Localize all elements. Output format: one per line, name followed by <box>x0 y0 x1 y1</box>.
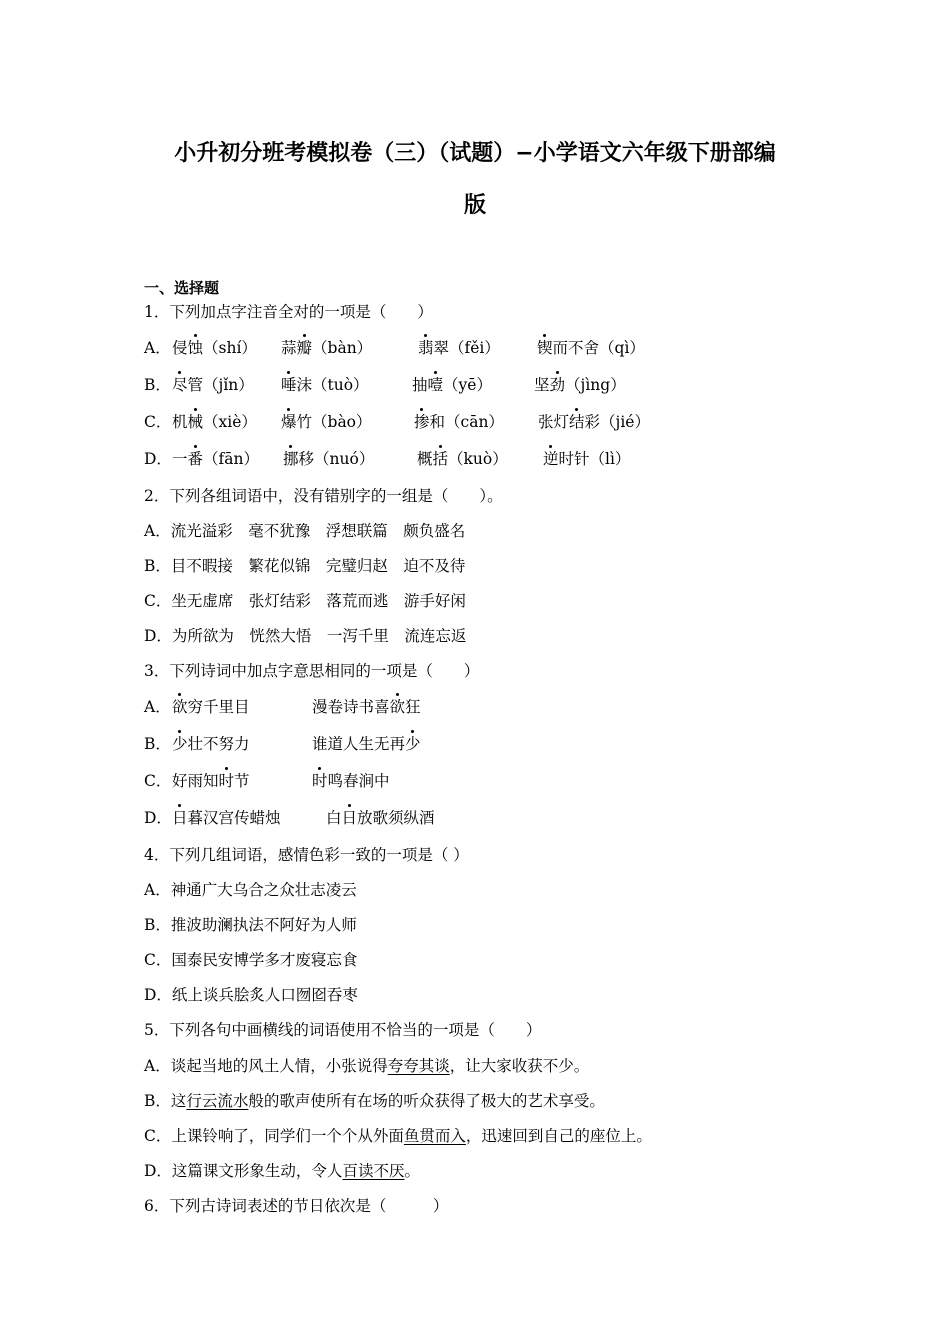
poem-line: 谁道人生无再少 <box>312 735 421 753</box>
option-item: 挪移（nuó） <box>283 450 375 468</box>
option-label: D． <box>144 809 172 827</box>
q2-option-c: C．坐无虚席 张灯结彩 落荒而逃 游手好闲 <box>144 592 466 610</box>
option-item: 爆竹（bào） <box>281 413 372 431</box>
question-1-stem: 1．下列加点字注音全对的一项是（ ） <box>144 303 433 321</box>
poem-line: 少壮不努力 <box>172 735 250 753</box>
q4-option-d: D．纸上谈兵脍炙人口囫囵吞枣 <box>144 986 358 1004</box>
poem-line: 日暮汉宫传蜡烛 <box>172 809 281 827</box>
option-item: 一番（fān） <box>172 450 259 468</box>
q2-option-b: B．目不暇接 繁花似锦 完璧归赵 迫不及待 <box>144 557 466 575</box>
title-line-1: 小升初分班考模拟卷（三）（试题）−小学语文六年级下册部编 <box>174 141 776 166</box>
q2-option-a: A．流光溢彩 毫不犹豫 浮想联篇 颇负盛名 <box>144 522 466 540</box>
option-item: 侵蚀（shí） <box>172 339 257 357</box>
q2-option-d: D．为所欲为 恍然大悟 一泻千里 流连忘返 <box>144 627 467 645</box>
option-item: 唾沫（tuò） <box>281 376 369 394</box>
q4-option-a: A．神通广大乌合之众壮志凌云 <box>144 881 357 899</box>
option-label: C． <box>144 413 172 431</box>
underlined-phrase: 百读不厌 <box>342 1162 405 1180</box>
option-label: A． <box>144 698 171 716</box>
poem-line: 时鸣春涧中 <box>312 772 390 790</box>
option-item: 机械（xiè） <box>172 413 257 431</box>
document-title <box>140 128 810 232</box>
option-item: 翡翠（fěi） <box>418 339 500 357</box>
option-label: A． <box>144 339 171 357</box>
option-item: 坚劲（jìng） <box>534 376 626 394</box>
poem-line: 漫卷诗书喜欲狂 <box>312 698 421 716</box>
poem-line: 欲穷千里目 <box>172 698 250 716</box>
option-item: 蒜瓣（bàn） <box>281 339 373 357</box>
poem-line: 白日放歌须纵酒 <box>326 809 435 827</box>
q5-option-c: C．上课铃响了，同学们一个个从外面鱼贯而入，迅速回到自己的座位上。 <box>144 1127 652 1145</box>
option-item: 锲而不舍（qì） <box>537 339 645 357</box>
question-5-stem: 5．下列各句中画横线的词语使用不恰当的一项是（ ） <box>144 1021 542 1039</box>
option-label: D． <box>144 450 172 468</box>
option-label: C． <box>144 772 172 790</box>
section-heading: 一、选择题 <box>144 279 220 297</box>
option-item: 张灯结彩（jié） <box>538 413 650 431</box>
option-label: B． <box>144 376 171 394</box>
question-4-stem: 4．下列几组词语，感情色彩一致的一项是（ ） <box>144 846 469 864</box>
q5-option-b: B．这行云流水般的歌声使所有在场的听众获得了极大的艺术享受。 <box>144 1092 605 1110</box>
question-2-stem: 2．下列各组词语中，没有错别字的一组是（ ）。 <box>144 487 503 505</box>
poem-line: 好雨知时节 <box>172 772 250 790</box>
option-label: B． <box>144 735 171 753</box>
question-3-stem: 3．下列诗词中加点字意思相同的一项是（ ） <box>144 662 480 680</box>
q4-option-c: C．国泰民安博学多才废寝忘食 <box>144 951 358 969</box>
q5-option-a: A．谈起当地的风土人情，小张说得夸夸其谈，让大家收获不少。 <box>144 1057 590 1075</box>
option-item: 掺和（cān） <box>414 413 504 431</box>
option-item: 尽管（jǐn） <box>172 376 254 394</box>
underlined-phrase: 夸夸其谈 <box>387 1057 450 1075</box>
title-line-2: 版 <box>463 193 486 218</box>
option-item: 概括（kuò） <box>417 450 508 468</box>
option-item: 抽噎（yē） <box>412 376 492 394</box>
underlined-phrase: 鱼贯而入 <box>403 1127 466 1145</box>
question-6-stem: 6．下列古诗词表述的节日依次是（ ） <box>144 1197 449 1215</box>
q4-option-b: B．推波助澜执法不阿好为人师 <box>144 916 357 934</box>
q5-option-d: D．这篇课文形象生动，令人百读不厌。 <box>144 1162 420 1180</box>
option-item: 逆时针（lì） <box>543 450 631 468</box>
underlined-phrase: 行云流水 <box>186 1092 249 1110</box>
